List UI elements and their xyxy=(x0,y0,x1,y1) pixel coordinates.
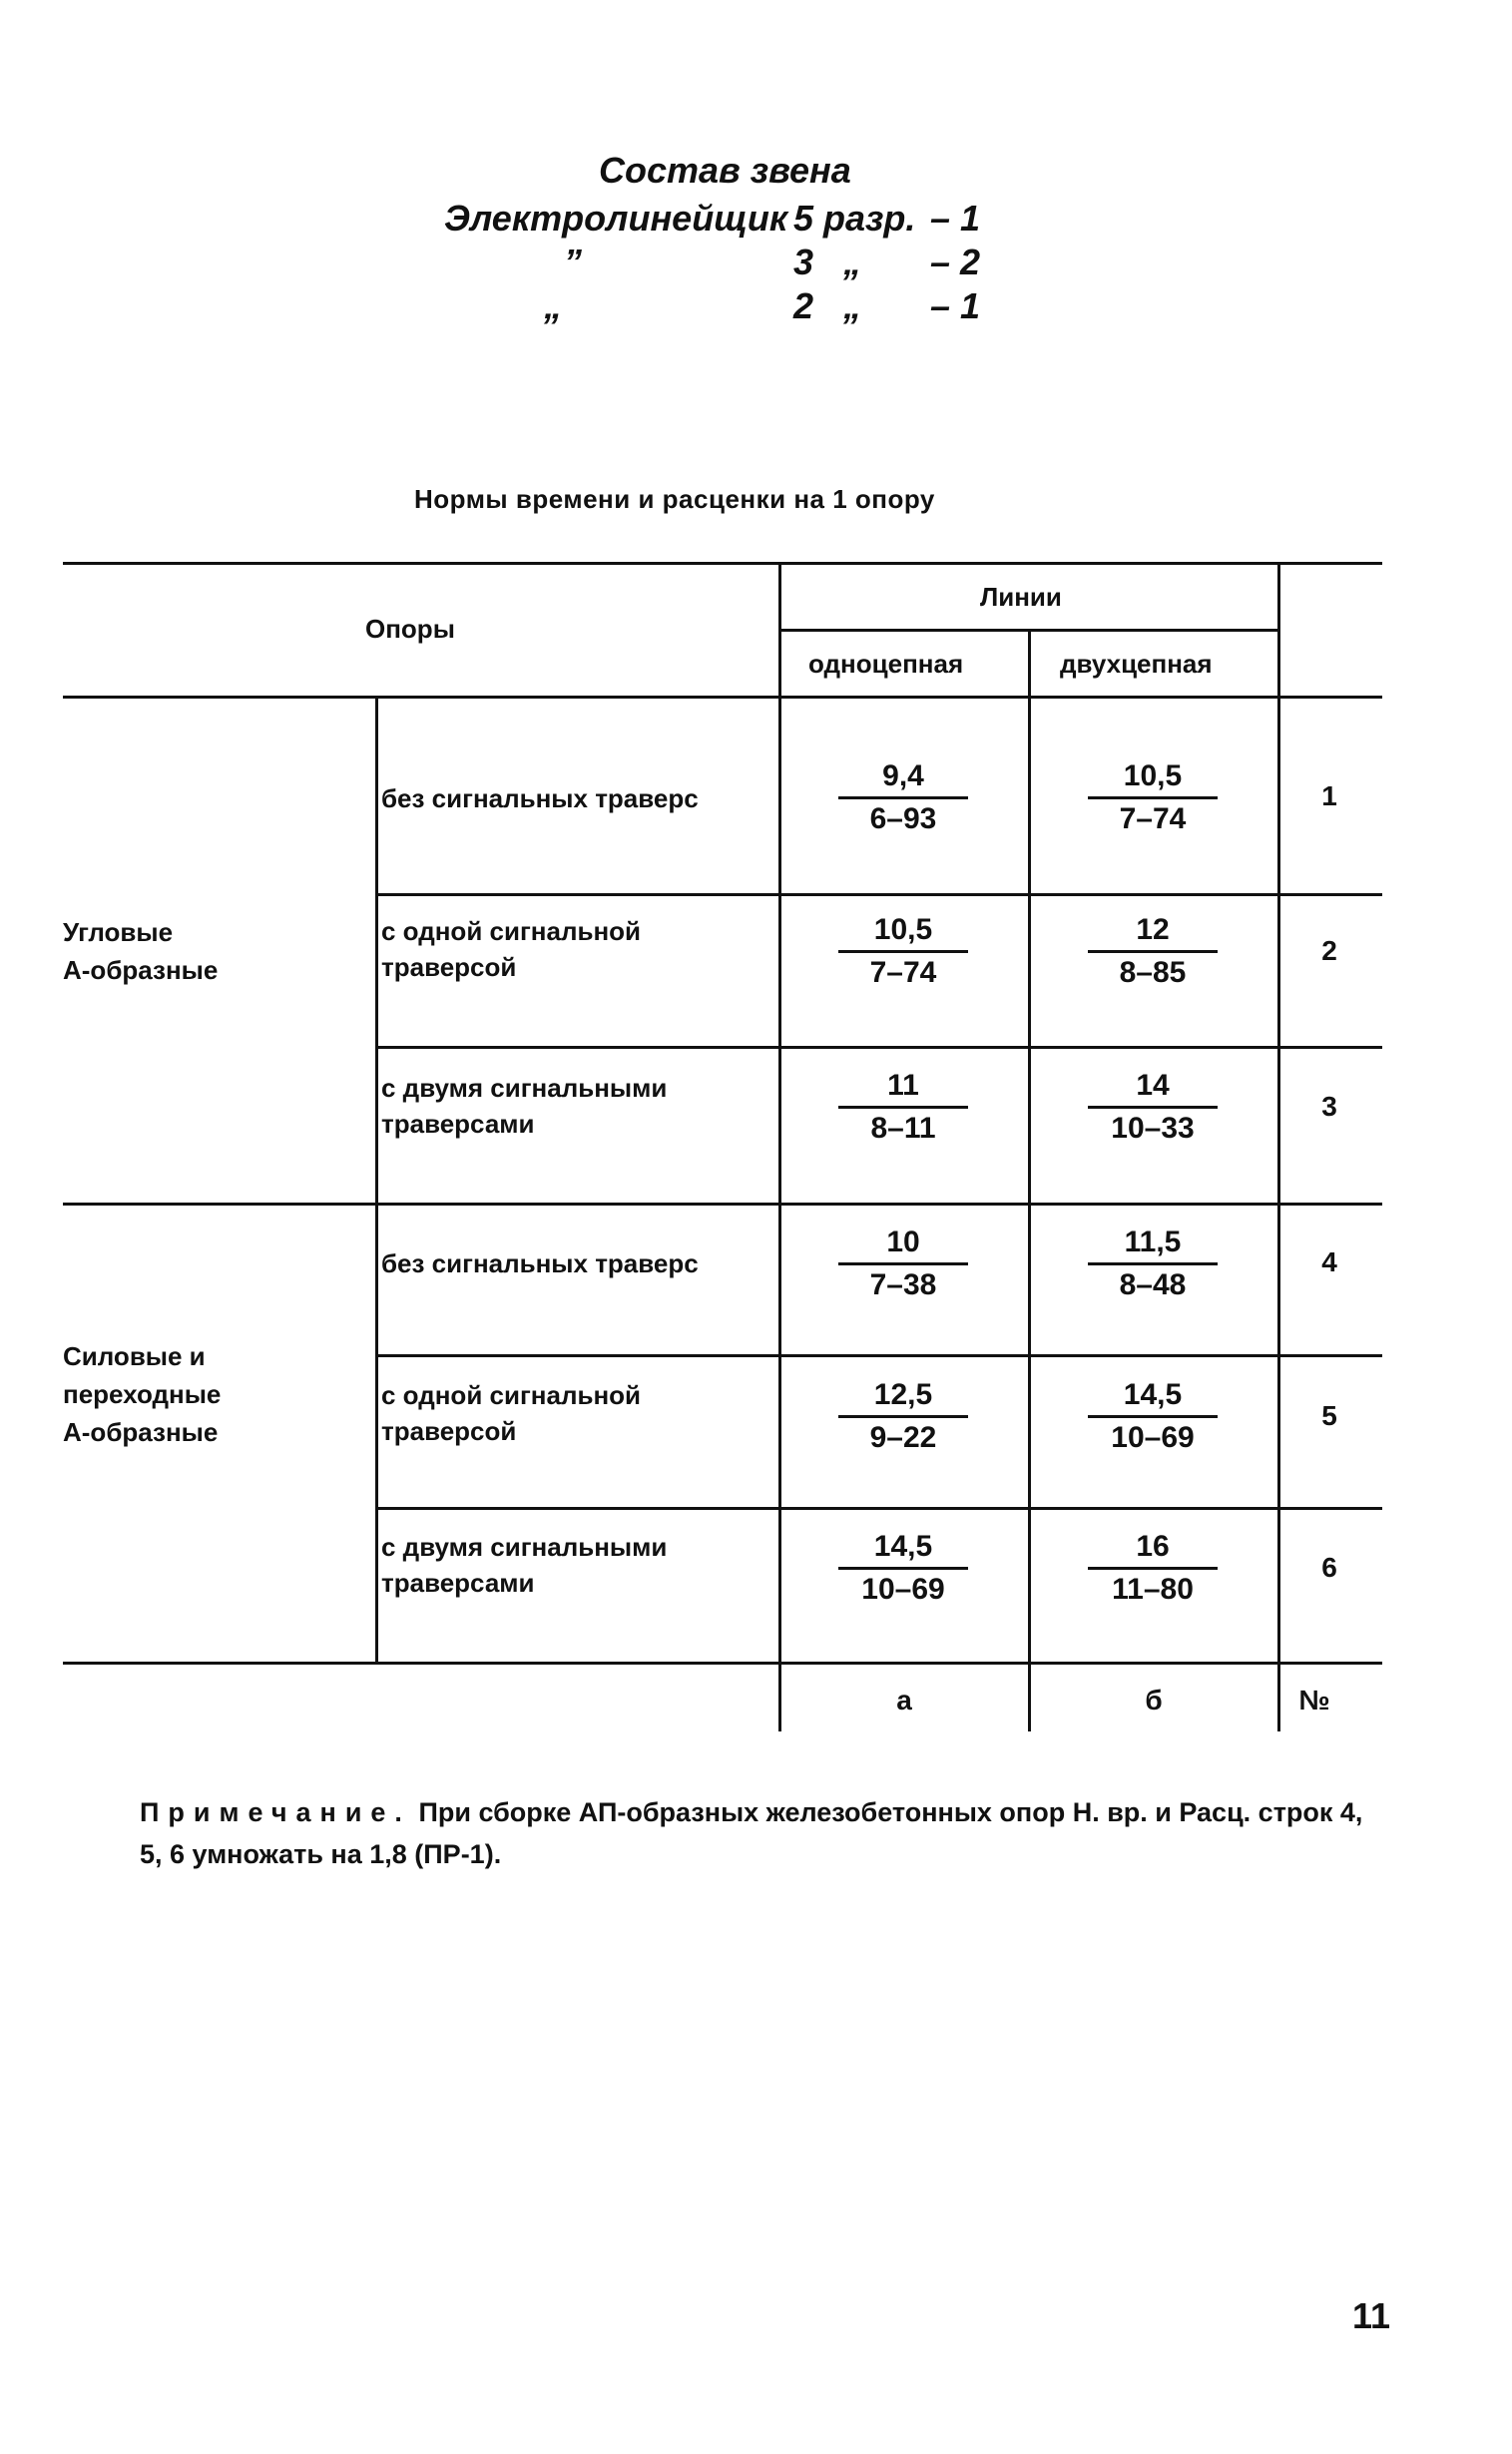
row-2-subtype xyxy=(381,913,641,985)
row-4-rule xyxy=(376,1354,1382,1357)
row-2-rule xyxy=(376,1046,1382,1049)
row-5-subtype xyxy=(381,1377,641,1449)
row-5-single-norm: 12,5 xyxy=(838,1377,968,1418)
row-5-number: 5 xyxy=(1321,1400,1337,1431)
row-3-number: 3 xyxy=(1321,1091,1337,1122)
crew-line-1-count: – 1 xyxy=(930,198,981,239)
group-1-rule xyxy=(63,1203,1382,1206)
crew-line-2-unit: „ xyxy=(843,242,861,282)
row-4-single xyxy=(838,1225,968,1303)
number-divider xyxy=(1277,562,1280,1731)
row-5-single xyxy=(838,1377,968,1456)
row-4-subtype-line-1: без сигнальных траверс xyxy=(381,1248,699,1278)
footnote xyxy=(140,1791,1382,1875)
row-6-double xyxy=(1088,1529,1218,1608)
row-3-subtype-line-1: с двумя сигнальными xyxy=(381,1073,668,1103)
row-4-subtype xyxy=(381,1245,699,1281)
row-6-single xyxy=(838,1529,968,1608)
crew-line-2-label: ” xyxy=(564,242,582,282)
supports-divider xyxy=(778,562,781,1731)
row-5-subtype-line-2: траверсой xyxy=(381,1416,517,1446)
row-3-single-norm: 11 xyxy=(838,1068,968,1109)
row-1-single-norm: 9,4 xyxy=(838,758,968,799)
row-3-double-norm: 14 xyxy=(1088,1068,1218,1109)
row-1-double-norm: 10,5 xyxy=(1088,758,1218,799)
table-title: Нормы времени и расценки на 1 опору xyxy=(414,484,935,514)
group-2-line-1: Силовые и xyxy=(63,1341,206,1371)
row-4-number: 4 xyxy=(1321,1246,1337,1277)
row-1-double-rate: 7–74 xyxy=(1119,802,1187,835)
header-double-circuit: двухцепная xyxy=(1060,649,1213,679)
row-2-single-norm: 10,5 xyxy=(838,912,968,953)
footnote-label: Примечание. xyxy=(140,1797,411,1827)
row-1-double xyxy=(1088,758,1218,837)
crew-title: Состав звена xyxy=(599,150,851,191)
table-top-rule xyxy=(63,562,1382,565)
group-1-line-1: Угловые xyxy=(63,917,174,947)
group-label-power xyxy=(63,1337,221,1451)
row-2-double-norm: 12 xyxy=(1088,912,1218,953)
group-1-line-2: А-образные xyxy=(63,955,219,985)
crew-line-3-unit: „ xyxy=(843,285,861,326)
row-6-double-rate: 11–80 xyxy=(1112,1573,1194,1606)
row-3-double-rate: 10–33 xyxy=(1111,1112,1195,1145)
group-2-line-3: А-образные xyxy=(63,1417,219,1447)
group-2-line-2: переходные xyxy=(63,1379,222,1409)
row-3-single xyxy=(838,1068,968,1147)
row-5-single-rate: 9–22 xyxy=(869,1421,937,1454)
page-number: 11 xyxy=(1352,2295,1391,2336)
crew-line-1-label: Электролинейщик xyxy=(444,198,788,239)
row-1-single-rate: 6–93 xyxy=(869,802,937,835)
crew-line-2-grade: 3 xyxy=(793,242,814,282)
row-1-subtype xyxy=(381,780,699,816)
row-3-single-rate: 8–11 xyxy=(870,1112,936,1145)
column-code-b: б xyxy=(1145,1685,1163,1716)
row-2-single xyxy=(838,912,968,991)
row-5-double xyxy=(1088,1377,1218,1456)
row-1-rule xyxy=(376,893,1382,896)
row-6-number: 6 xyxy=(1321,1552,1337,1583)
crew-line-1-unit: разр. xyxy=(823,198,916,239)
row-2-number: 2 xyxy=(1321,935,1337,966)
row-6-double-norm: 16 xyxy=(1088,1529,1218,1570)
row-2-subtype-line-2: траверсой xyxy=(381,952,517,982)
crew-line-3-count: – 1 xyxy=(930,285,981,326)
crew-line-1-grade: 5 xyxy=(793,198,814,239)
group-divider xyxy=(375,696,378,1662)
row-3-subtype-line-2: траверсами xyxy=(381,1109,535,1139)
row-6-subtype-line-2: траверсами xyxy=(381,1568,535,1598)
lines-divider xyxy=(1028,629,1031,1731)
row-2-double-rate: 8–85 xyxy=(1119,956,1187,989)
row-1-subtype-line-1: без сигнальных траверс xyxy=(381,783,699,813)
row-5-rule xyxy=(376,1507,1382,1510)
row-1-single xyxy=(838,758,968,837)
row-3-double xyxy=(1088,1068,1218,1147)
row-4-single-norm: 10 xyxy=(838,1225,968,1265)
header-lines: Линии xyxy=(980,582,1062,612)
table-bottom-rule xyxy=(63,1662,1382,1665)
crew-line-3-grade: 2 xyxy=(793,285,814,326)
row-5-double-norm: 14,5 xyxy=(1088,1377,1218,1418)
row-5-subtype-line-1: с одной сигнальной xyxy=(381,1380,642,1410)
row-2-subtype-line-1: с одной сигнальной xyxy=(381,916,642,946)
row-2-single-rate: 7–74 xyxy=(869,956,937,989)
group-label-angle xyxy=(63,913,218,989)
column-code-a: а xyxy=(896,1685,912,1716)
row-3-subtype xyxy=(381,1070,667,1142)
crew-line-3-label: „ xyxy=(544,285,562,326)
row-6-subtype xyxy=(381,1529,667,1601)
row-4-double-rate: 8–48 xyxy=(1119,1268,1187,1301)
header-bottom-rule xyxy=(63,696,1382,699)
row-5-double-rate: 10–69 xyxy=(1111,1421,1195,1454)
row-1-number: 1 xyxy=(1321,780,1337,811)
row-4-double xyxy=(1088,1225,1218,1303)
footnote-text: При сборке АП-образных железобетонных опор Н. вр. и Расц. строк 4, 5, 6 умножать на 1,8 (ПР-1). xyxy=(140,1797,1363,1869)
row-6-single-rate: 10–69 xyxy=(861,1573,945,1606)
row-4-single-rate: 7–38 xyxy=(869,1268,937,1301)
row-4-double-norm: 11,5 xyxy=(1088,1225,1218,1265)
row-6-single-norm: 14,5 xyxy=(838,1529,968,1570)
column-code-number: № xyxy=(1298,1685,1330,1716)
row-6-subtype-line-1: с двумя сигнальными xyxy=(381,1532,668,1562)
row-2-double xyxy=(1088,912,1218,991)
header-single-circuit: одноцепная xyxy=(808,649,964,679)
header-supports: Опоры xyxy=(365,614,455,644)
crew-line-2-count: – 2 xyxy=(930,242,981,282)
